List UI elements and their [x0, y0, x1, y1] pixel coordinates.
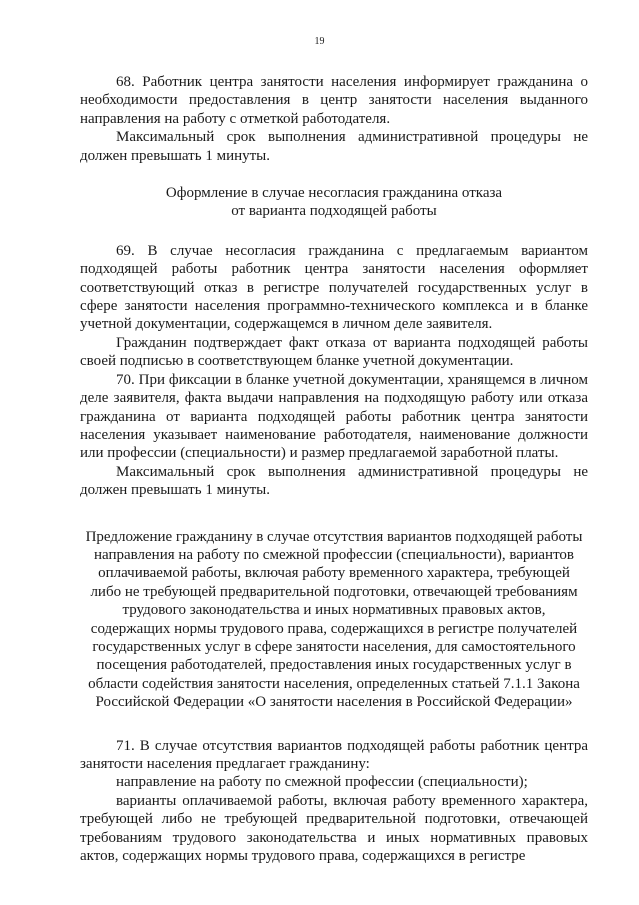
heading-line: от варианта подходящей работы	[231, 203, 437, 220]
paragraph-69: 69. В случае несогласия гражданина с предлагаемым вариантом подходящей работы работник центра занятости населения оформляет соответствующий отказ в регистре получателей государственных услуг в сфере занятости населения программно-технического комплекса и в бланке учетной документации, содержащемся в личном деле заявителя.	[80, 242, 588, 333]
page-number: 19	[314, 36, 325, 47]
section-heading-offer	[80, 528, 588, 712]
heading-line: трудового законодательства и иных нормативных правовых актов,	[122, 602, 546, 619]
paragraph-68: 68. Работник центра занятости населения информирует гражданина о необходимости предоставления в центр занятости населения выданного направления на работу с отметкой работодателя.	[80, 74, 588, 127]
heading-line: Оформление в случае несогласия гражданина отказа	[165, 185, 503, 202]
paragraph-69-confirmation: Гражданин подтверждает факт отказа от варианта подходящей работы своей подписью в соответствующем бланке учетной документации.	[80, 334, 588, 370]
heading-line: оплачиваемой работы, включая работу временного характера, требующей	[98, 565, 570, 582]
heading-line: направления на работу по смежной профессии (специальности), вариантов	[93, 546, 575, 563]
paragraph-68-time-limit: Максимальный срок выполнения административной процедуры не должен превышать 1 минуты.	[80, 129, 588, 164]
document-body	[80, 73, 588, 865]
heading-line: либо не требующей предварительной подготовки, отвечающей требованиям	[90, 583, 578, 600]
paragraph-71-item-1: направление на работу по смежной профессии (специальности);	[116, 774, 528, 791]
paragraph-71-item-2: варианты оплачиваемой работы, включая работу временного характера, требующей либо не требующей предварительной подготовки, отвечающей требованиям трудового законодательства и иных нормативных правовых актов, содержащих нормы трудового права, содержащихся в регистре	[80, 792, 588, 865]
paragraph-70-time-limit: Максимальный срок выполнения административной процедуры не должен превышать 1 минуты.	[80, 463, 588, 499]
heading-line: Российской Федерации «О занятости населения в Российской Федерации»	[95, 694, 573, 711]
paragraph-70: 70. При фиксации в бланке учетной документации, хранящемся в личном деле заявителя, факта выдачи направления на подходящую работу или отказа гражданина от варианта подходящей работы работник центра занятости населения указывает наименование работодателя, наименование должности или профессии (специальности) и размер предлагаемой заработной платы.	[80, 371, 588, 462]
paragraph-71: 71. В случае отсутствия вариантов подходящей работы работник центра занятости населения предлагает гражданину:	[80, 737, 588, 772]
heading-line: государственных услуг в сфере занятости населения, для самостоятельного	[92, 638, 576, 655]
heading-line: Предложение гражданину в случае отсутствия вариантов подходящей работы	[85, 528, 583, 545]
heading-line: области содействия занятости населения, определенных статьей 7.1.1 Закона	[88, 675, 580, 692]
heading-line: посещения работодателей, предоставления иных государственных услуг в	[96, 657, 572, 674]
heading-line: содержащих нормы трудового права, содержащихся в регистре получателей	[90, 620, 578, 637]
section-heading-refusal	[80, 184, 588, 221]
